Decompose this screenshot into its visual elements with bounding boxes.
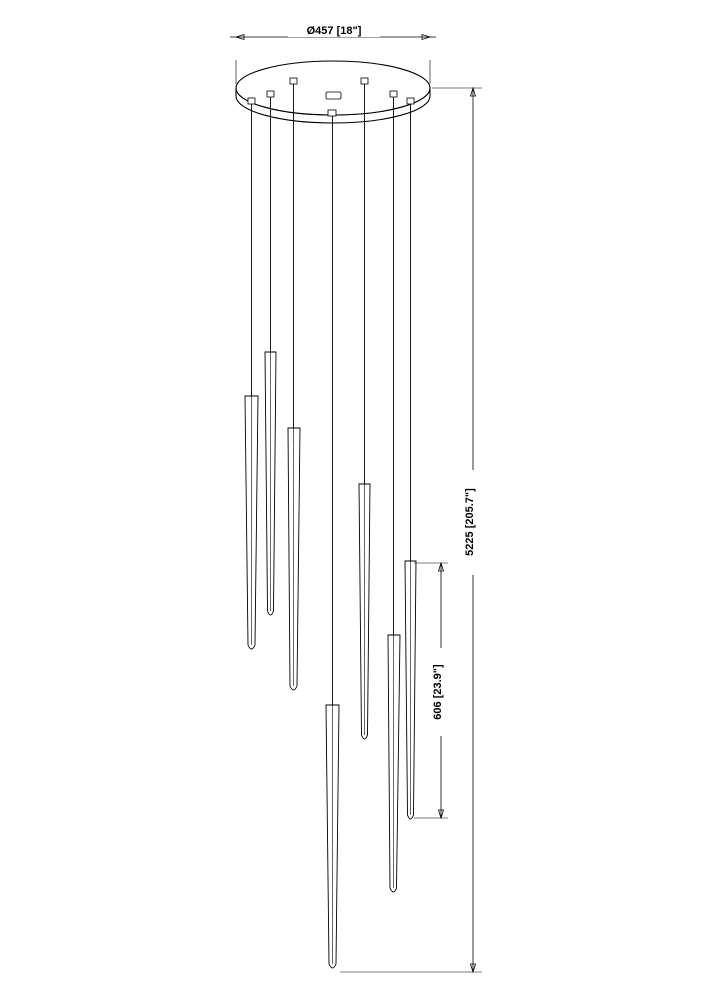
pendant-4 [326,116,339,968]
pendant-2 [265,97,276,615]
pendant-7 [405,104,416,819]
pendant-5 [359,84,370,739]
pendant-group [245,84,416,968]
overall-drop-label: 5225 [205.7"] [464,488,476,556]
round-canopy [236,61,430,123]
pendant-3 [288,84,300,690]
canopy-diameter-label: Ø457 [18"] [306,25,362,37]
pendant-1 [245,104,258,649]
pendant-6 [388,97,400,892]
shade-length-label: 606 [23.9"] [432,664,444,720]
shade-length-dimension [414,563,448,818]
